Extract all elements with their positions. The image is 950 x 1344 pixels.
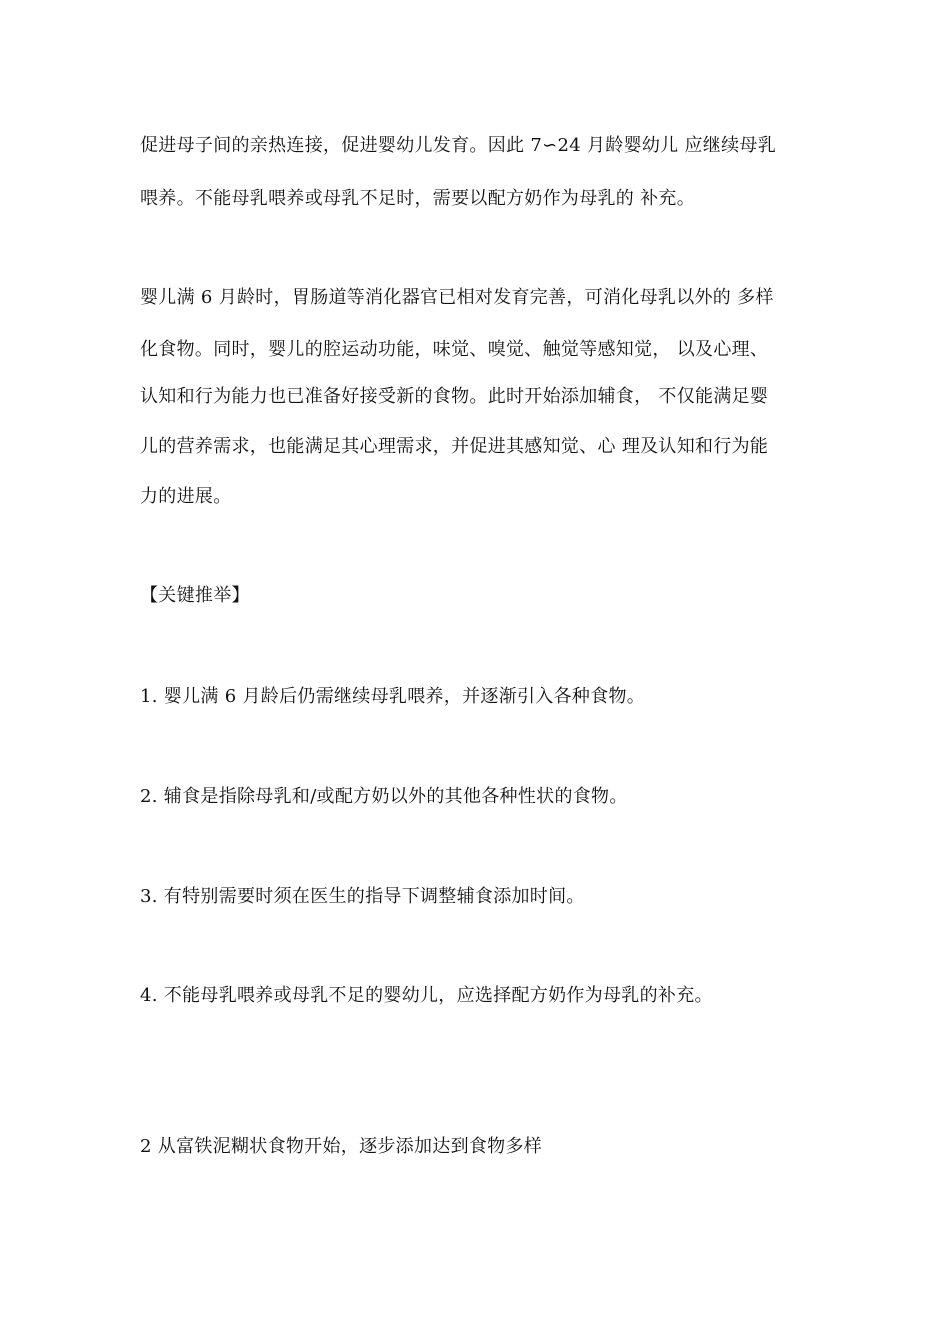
subheading: 2 从富铁泥糊状食物开始，逐步添加达到食物多样 xyxy=(140,1136,543,1157)
recommendation-item-3: 3. 有特别需要时须在医生的指导下调整辅食添加时间。 xyxy=(140,886,585,907)
paragraph-1-line-1: 促进母子间的亲热连接，促进婴幼儿发育。因此 7∽24 月龄婴幼儿 应继续母乳 xyxy=(140,135,776,156)
paragraph-2-line-5: 力的进展。 xyxy=(140,486,232,507)
paragraph-1-line-2: 喂养。不能母乳喂养或母乳不足时，需要以配方奶作为母乳的 补充。 xyxy=(140,188,696,209)
recommendation-item-2: 2. 辅食是指除母乳和/或配方奶以外的其他各种性状的食物。 xyxy=(140,786,628,807)
paragraph-2-line-4: 儿的营养需求，也能满足其心理需求，并促进其感知觉、心 理及认知和行为能 xyxy=(140,436,769,457)
recommendation-item-4: 4. 不能母乳喂养或母乳不足的婴幼儿，应选择配方奶作为母乳的补充。 xyxy=(140,985,713,1006)
paragraph-2-line-1: 婴儿满 6 月龄时，胃肠道等消化器官已相对发育完善，可消化母乳以外的 多样 xyxy=(140,287,774,308)
section-heading: 【关键推举】 xyxy=(140,585,250,606)
recommendation-item-1: 1. 婴儿满 6 月龄后仍需继续母乳喂养，并逐渐引入各种食物。 xyxy=(140,686,646,707)
paragraph-2-line-3: 认知和行为能力也已准备好接受新的食物。此时开始添加辅食， 不仅能满足婴 xyxy=(140,386,769,407)
paragraph-2-line-2: 化食物。同时，婴儿的腔运动功能，味觉、嗅觉、触觉等感知觉， 以及心理、 xyxy=(140,339,769,360)
